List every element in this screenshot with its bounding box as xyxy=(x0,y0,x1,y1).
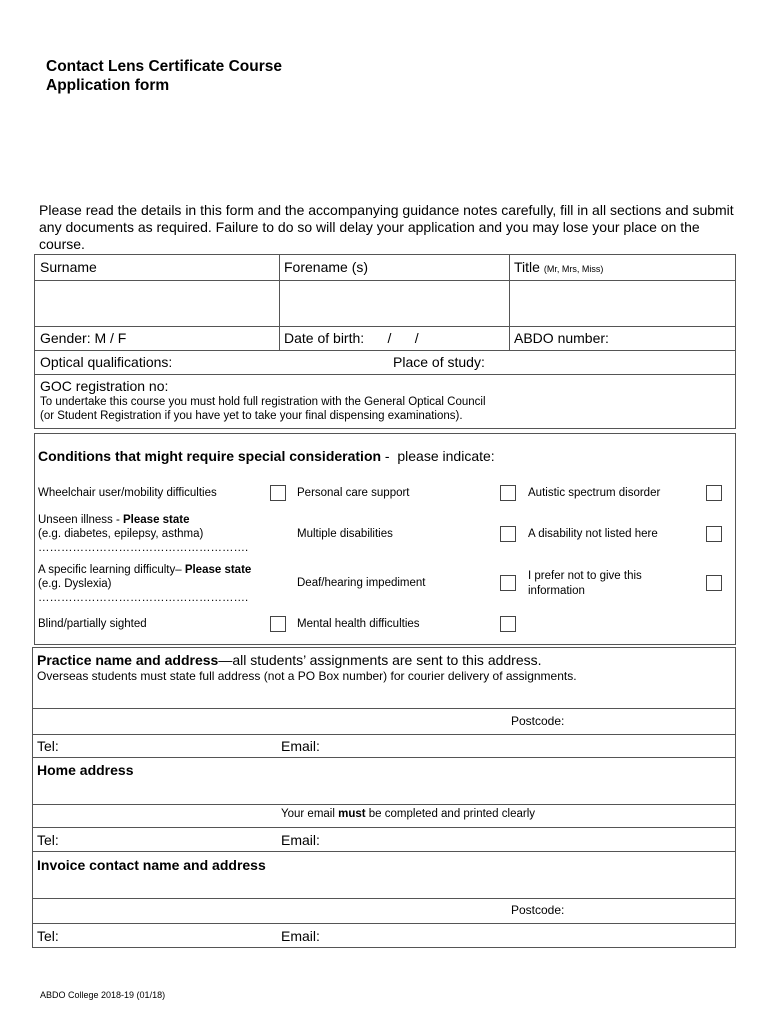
abdo-number-field[interactable]: ABDO number: xyxy=(514,330,609,346)
learning-difficulty-examples: (e.g. Dyslexia) xyxy=(38,578,112,590)
footer-text: ABDO College 2018-19 (01/18) xyxy=(40,990,166,1000)
intro-text: Please read the details in this form and the accompanying guidance notes carefully, fill in all sections and submit any documents as required. Failure to do so will delay your application and you may lose your place on the course. xyxy=(39,202,734,252)
unseen-illness-examples: (e.g. diabetes, epilepsy, asthma) xyxy=(38,528,204,540)
blind-checkbox[interactable] xyxy=(270,616,286,632)
personal-care-label: Personal care support xyxy=(297,487,410,499)
email-note xyxy=(281,808,535,820)
wheelchair-checkbox[interactable] xyxy=(270,485,286,501)
unseen-illness-please-state: Please state xyxy=(123,514,190,526)
home-tel-label: Tel: xyxy=(37,832,59,848)
multiple-disabilities-checkbox[interactable] xyxy=(500,526,516,542)
blind-label: Blind/partially sighted xyxy=(38,618,147,630)
surname-input[interactable] xyxy=(38,284,278,324)
deaf-label: Deaf/hearing impediment xyxy=(297,577,426,589)
form-title-line2: Application form xyxy=(46,77,170,94)
mental-health-checkbox[interactable] xyxy=(500,616,516,632)
optical-qualifications-field[interactable]: Optical qualifications: xyxy=(40,354,173,370)
form-title-line1: Contact Lens Certificate Course xyxy=(46,58,282,75)
prefer-not-label-line1: I prefer not to give this xyxy=(528,570,642,582)
deaf-checkbox[interactable] xyxy=(500,575,516,591)
learning-difficulty-dots[interactable]: ………………………………………………. xyxy=(38,592,249,604)
autistic-checkbox[interactable] xyxy=(706,485,722,501)
place-of-study-field[interactable]: Place of study: xyxy=(393,354,485,370)
multiple-disabilities-label: Multiple disabilities xyxy=(297,528,393,540)
prefer-not-checkbox[interactable] xyxy=(706,575,722,591)
prefer-not-label-line2: information xyxy=(528,585,585,597)
practice-postcode-label: Postcode: xyxy=(511,714,565,728)
invoice-email-label: Email: xyxy=(281,928,320,944)
title-label-text: Title xyxy=(514,259,540,275)
dob-field[interactable]: Date of birth: / / xyxy=(284,330,419,346)
invoice-email-input[interactable] xyxy=(330,927,734,947)
practice-heading-text: Practice name and address xyxy=(37,652,219,668)
conditions-heading-text: Conditions that might require special consideration xyxy=(38,448,382,464)
home-email-label: Email: xyxy=(281,832,320,848)
unseen-illness-label xyxy=(38,514,190,526)
surname-label: Surname xyxy=(40,259,97,275)
wheelchair-label: Wheelchair user/mobility difficulties xyxy=(38,487,217,499)
learning-difficulty-label xyxy=(38,564,251,576)
unseen-illness-dots[interactable]: ………………………………………………. xyxy=(38,542,249,554)
home-email-input[interactable] xyxy=(330,831,734,851)
email-note-c: be completed and printed clearly xyxy=(365,808,535,820)
invoice-postcode-input[interactable] xyxy=(580,900,734,922)
form-title xyxy=(46,57,282,95)
home-address-heading: Home address xyxy=(37,762,134,778)
unseen-illness-text: Unseen illness - xyxy=(38,514,124,526)
practice-heading-suffix: —all students’ assignments are sent to this address. xyxy=(218,652,542,668)
title-hint: (Mr, Mrs, Miss) xyxy=(543,264,604,274)
mental-health-label: Mental health difficulties xyxy=(297,618,420,630)
title-input[interactable] xyxy=(513,284,736,324)
gender-field[interactable]: Gender: M / F xyxy=(40,330,127,346)
practice-heading xyxy=(37,652,542,668)
practice-tel-input[interactable] xyxy=(66,737,270,757)
invoice-tel-input[interactable] xyxy=(66,927,270,947)
goc-registration-field[interactable]: GOC registration no: xyxy=(40,378,169,394)
home-tel-input[interactable] xyxy=(66,831,270,851)
conditions-heading-suffix: - please indicate: xyxy=(381,448,495,464)
learning-difficulty-please-state: Please state xyxy=(184,564,252,576)
invoice-address-input[interactable] xyxy=(37,876,731,898)
invoice-postcode-label: Postcode: xyxy=(511,903,565,917)
practice-note: Overseas students must state full address (not a PO Box number) for courier delivery of assignments. xyxy=(37,669,577,683)
personal-care-checkbox[interactable] xyxy=(500,485,516,501)
forename-label: Forename (s) xyxy=(284,259,369,275)
conditions-heading xyxy=(38,448,495,464)
goc-note-line2: (or Student Registration if you have yet to take your final dispensing examinations). xyxy=(40,410,463,422)
goc-note-line1: To undertake this course you must hold full registration with the General Optical Council xyxy=(40,396,486,408)
home-address-input[interactable] xyxy=(37,781,731,803)
invoice-heading: Invoice contact name and address xyxy=(37,857,266,873)
practice-postcode-input[interactable] xyxy=(580,711,734,733)
email-note-must: must xyxy=(338,808,366,820)
practice-email-input[interactable] xyxy=(330,737,734,757)
invoice-tel-label: Tel: xyxy=(37,928,59,944)
autistic-label: Autistic spectrum disorder xyxy=(528,487,661,499)
practice-tel-label: Tel: xyxy=(37,738,59,754)
email-note-a: Your email xyxy=(281,808,339,820)
not-listed-label: A disability not listed here xyxy=(528,528,658,540)
not-listed-checkbox[interactable] xyxy=(706,526,722,542)
forename-input[interactable] xyxy=(283,284,509,324)
title-label xyxy=(514,259,603,275)
learning-difficulty-text: A specific learning difficulty– xyxy=(38,564,185,576)
practice-email-label: Email: xyxy=(281,738,320,754)
practice-address-input[interactable] xyxy=(37,686,731,708)
